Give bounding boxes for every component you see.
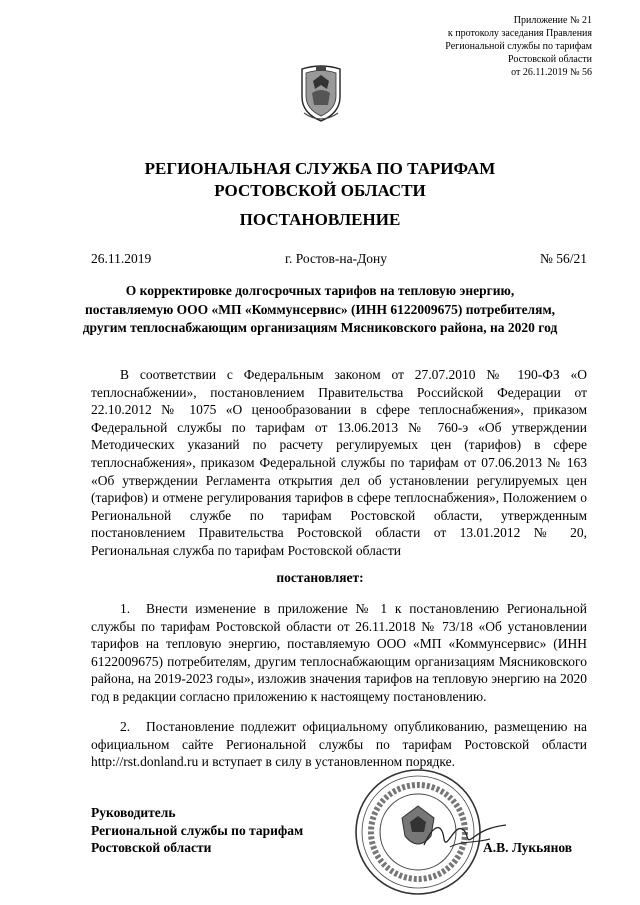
decree-item xyxy=(91,718,587,771)
document-type: ПОСТАНОВЛЕНИЕ xyxy=(239,210,401,229)
annex-line: к протоколу заседания Правления xyxy=(447,28,592,39)
annex-note xyxy=(445,14,592,79)
annex-line: Региональной службы по тарифам xyxy=(445,41,592,52)
signature-title-line: Ростовской области xyxy=(91,840,212,855)
organization-name xyxy=(0,158,640,202)
item-text: Постановление подлежит официальному опубликованию, размещению на официальном сайте Региональной службы по тарифам Ростовской области http://rst.donland.ru и вступает в силу в установленном порядке. xyxy=(91,719,587,770)
document-subject: О корректировке долгосрочных тарифов на тепловую энергию, поставляемую ООО «МП «Коммунсервис» (ИНН 6122009675) потребителям, другим теплоснабжающим организациям Мясниковского района, на 2020 год xyxy=(82,283,558,335)
org-line: РОСТОВСКОЙ ОБЛАСТИ xyxy=(214,181,426,200)
item-text: Внести изменение в приложение № 1 к постановлению Региональной службы по тарифам Ростовской области от 26.11.2018 № 73/18 «Об установлении тарифов на тепловую энергию, поставляемую ООО «МП «Коммунсервис» (ИНН 6122009675) потребителям, другим теплоснабжающим организациям Мясниковского района, на 2019-2023 годы», изложив значения тарифов на тепловую энергию на 2020 год в редакции согласно приложению к настоящему постановлению. xyxy=(91,601,587,704)
signature-title xyxy=(91,804,303,857)
coat-of-arms-icon xyxy=(298,63,344,125)
signer-name: А.В. Лукьянов xyxy=(483,840,573,855)
item-number: 1. xyxy=(120,601,131,616)
decree-item xyxy=(91,600,587,706)
annex-line: Ростовской области xyxy=(508,54,592,65)
annex-line: Приложение № 21 xyxy=(513,15,592,26)
item-number: 2. xyxy=(120,719,131,734)
document-date: 26.11.2019 xyxy=(91,251,152,266)
signature-title-line: Руководитель xyxy=(91,805,176,820)
org-line: РЕГИОНАЛЬНАЯ СЛУЖБА ПО ТАРИФАМ xyxy=(144,159,496,178)
preamble-paragraph: В соответствии с Федеральным законом от 27.07.2010 № 190-ФЗ «О теплоснабжении», постановлением Правительства Российской Федерации от 22.10.2012 № 1075 «О ценообразовании в сфере теплоснабжения», приказом Федеральной службы по тарифам от 13.06.2013 № 760-э «Об утверждении Методических указаний по расчету регулируемых цен (тарифов) в сфере теплоснабжения», приказом Федеральной службы по тарифам от 07.06.2013 № 163 «Об утверждении Регламента открытия дел об установлении регулируемых цен (тарифов) и отмене регулирования тарифов в сфере теплоснабжения», Положением о Региональной службе по тарифам Ростовской области, утвержденным постановлением Правительства Ростовской области от 13.01.2012 № 20, Региональная служба по тарифам Ростовской области xyxy=(91,367,587,558)
signature-title-line: Региональной службы по тарифам xyxy=(91,822,304,838)
document-city: г. Ростов-на-Дону xyxy=(285,251,388,266)
document-number: № 56/21 xyxy=(539,251,587,266)
decree-word: постановляет: xyxy=(276,570,364,585)
annex-line: от 26.11.2019 № 56 xyxy=(511,67,592,78)
